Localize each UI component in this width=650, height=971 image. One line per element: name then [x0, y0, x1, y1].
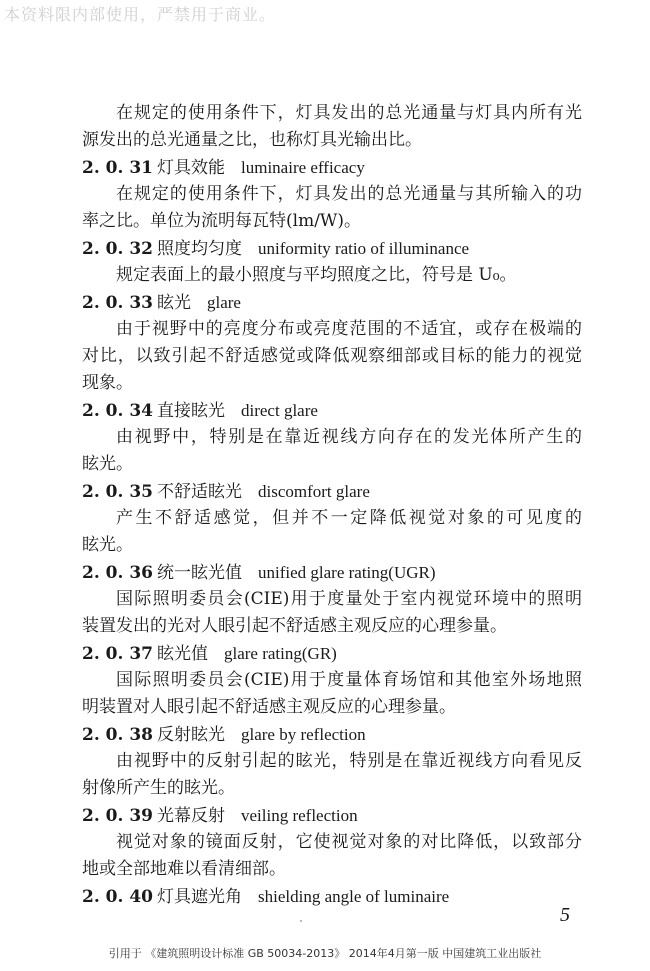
clause-number: 2. 0. 38 [82, 725, 153, 745]
clause-number: 2. 0. 34 [82, 401, 153, 421]
term-heading [82, 478, 582, 505]
clause-number: 2. 0. 31 [82, 158, 153, 178]
clause-number: 2. 0. 40 [82, 887, 153, 907]
term-chinese: 光幕反射 [157, 806, 225, 826]
term-english: glare rating(GR) [224, 644, 337, 663]
term-english: uniformity ratio of illuminance [258, 239, 470, 258]
definition-line: 视觉对象的镜面反射，它使视觉对象的对比降低，以致部分 [116, 832, 582, 852]
definition-line: 明装置对人眼引起不舒适感主观反应的心理参量。 [82, 697, 456, 717]
term-chinese: 不舒适眩光 [157, 482, 242, 502]
term-chinese: 灯具效能 [157, 158, 225, 178]
definition-line: 现象。 [82, 373, 133, 393]
term-english: discomfort glare [258, 482, 370, 501]
term-chinese: 照度均匀度 [157, 239, 242, 259]
term-english: unified glare rating(UGR) [258, 563, 436, 582]
term-english: veiling reflection [241, 806, 358, 825]
definition-line: 在规定的使用条件下，灯具发出的总光通量与灯具内所有光 [116, 103, 582, 123]
clause-number: 2. 0. 37 [82, 644, 153, 664]
definition-line: 由于视野中的亮度分布或亮度范围的不适宜，或存在极端的 [116, 319, 582, 339]
term-heading [82, 559, 582, 586]
term-heading [82, 154, 582, 181]
term-chinese: 眩光值 [157, 644, 208, 664]
definition-line: 由视野中，特别是在靠近视线方向存在的发光体所产生的 [116, 427, 582, 447]
term-heading [82, 802, 582, 829]
clause-number: 2. 0. 32 [82, 239, 153, 259]
definition-line: 源发出的总光通量之比，也称灯具光输出比。 [82, 130, 422, 150]
term-english: shielding angle of luminaire [258, 887, 450, 906]
definition-line: 规定表面上的最小照度与平均照度之比，符号是 U₀。 [116, 265, 517, 285]
term-heading [82, 721, 582, 748]
definition-line: 产生不舒适感觉，但并不一定降低视觉对象的可见度的 [116, 508, 582, 528]
clause-number: 2. 0. 36 [82, 563, 153, 583]
term-english: glare [207, 293, 241, 312]
definition-line: 国际照明委员会(CIE)用于度量处于室内视觉环境中的照明 [116, 589, 582, 609]
term-heading [82, 289, 582, 316]
definition-line: 眩光。 [82, 535, 133, 555]
term-heading [82, 235, 582, 262]
term-heading [82, 397, 582, 424]
definition-line: 国际照明委员会(CIE)用于度量体育场馆和其他室外场地照 [116, 670, 582, 690]
citation-footer: 引用于 《建筑照明设计标准 GB 50034-2013》 2014年4月第一版 中国建筑工业出版社 [108, 947, 542, 960]
term-heading [82, 883, 582, 910]
clause-number: 2. 0. 33 [82, 293, 153, 313]
definition-line: 率之比。单位为流明每瓦特(lm/W)。 [82, 211, 362, 231]
term-chinese: 直接眩光 [157, 401, 225, 421]
definition-line: 眩光。 [82, 454, 133, 474]
term-chinese: 眩光 [157, 293, 191, 313]
term-english: glare by reflection [241, 725, 366, 744]
page-number: 5 [560, 904, 570, 926]
term-chinese: 反射眩光 [157, 725, 225, 745]
definition-line: 对比，以致引起不舒适感觉或降低观察细部或目标的能力的视觉 [82, 346, 582, 366]
clause-number: 2. 0. 35 [82, 482, 153, 502]
term-chinese: 统一眩光值 [157, 563, 242, 583]
definition-line: 装置发出的光对人眼引起不舒适感主观反应的心理参量。 [82, 616, 507, 636]
definition-line: 射像所产生的眩光。 [82, 778, 235, 798]
definition-line: 由视野中的反射引起的眩光，特别是在靠近视线方向看见反 [116, 751, 582, 771]
clause-number: 2. 0. 39 [82, 806, 153, 826]
page-body [82, 100, 582, 910]
scan-speck [300, 920, 302, 922]
term-english: direct glare [241, 401, 318, 420]
term-heading [82, 640, 582, 667]
term-chinese: 灯具遮光角 [157, 887, 242, 907]
definition-line: 地或全部地难以看清细部。 [82, 859, 286, 879]
term-english: luminaire efficacy [241, 158, 365, 177]
definition-line: 在规定的使用条件下，灯具发出的总光通量与其所输入的功 [116, 184, 582, 204]
watermark: 本资料限内部使用，严禁用于商业。 [4, 5, 277, 24]
